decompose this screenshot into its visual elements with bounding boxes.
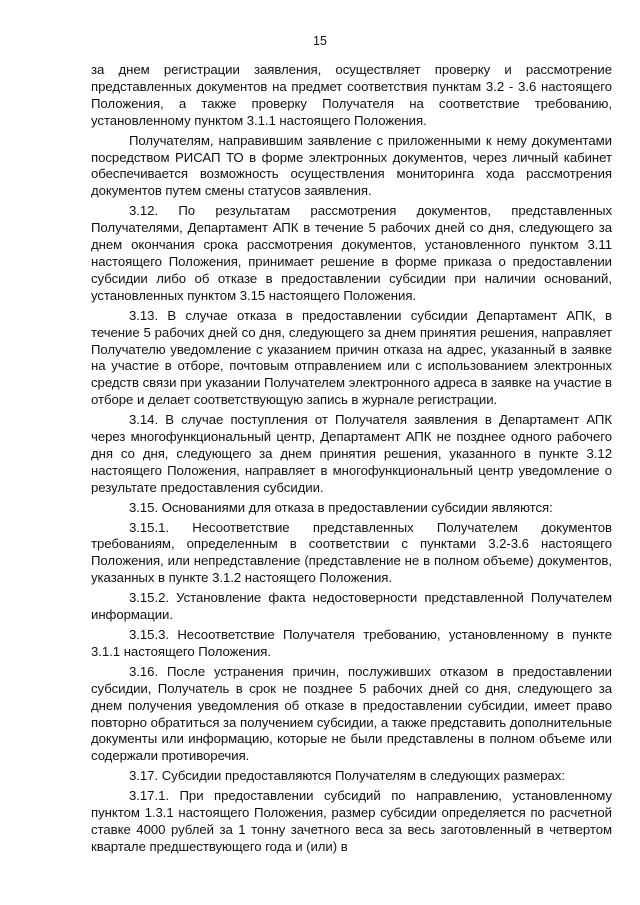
paragraph-3-14: 3.14. В случае поступления от Получателя заявления в Департамент АПК через многофункциональный центр, Департамент АПК не позднее одного рабочего дня со дня, следующего за днем принятия решения, указанного в пункте 3.12 настоящего Положения, направляет в многофункциональный центр уведомление о результате предоставления субсидии. [91, 412, 612, 495]
paragraph-monitoring: Получателям, направившим заявление с приложенными к нему документами посредством РИСАП ТО в форме электронных документов, через личный кабинет обеспечивается возможность осуществления мониторинга хода рассмотрения документов путем смены статусов заявления. [91, 132, 612, 199]
paragraph-3-12: 3.12. По результатам рассмотрения документов, представленных Получателями, Департамент АПК в течение 5 рабочих дней со дня, следующего за днем окончания срока рассмотрения документов, установленного пунктом 3.11 настоящего Положения, принимает решение в форме приказа о предоставлении субсидии либо об отказе в предоставлении субсидии при наличии оснований, установленных пунктом 3.15 настоящего Положения. [91, 203, 612, 303]
document-body [91, 62, 612, 859]
paragraph-3-17-1: 3.17.1. При предоставлении субсидий по направлению, установленному пунктом 1.3.1 настоящего Положения, размер субсидии определяется по расчетной ставке 4000 рублей за 1 тонну зачетного веса за весь заготовленный в четвертом квартале предшествующего года и (или) в [91, 788, 612, 854]
paragraph-3-17: 3.17. Субсидии предоставляются Получателям в следующих размерах: [129, 768, 565, 784]
page-number: 15 [313, 34, 327, 48]
paragraph-3-15-1: 3.15.1. Несоответствие представленных Получателем документов требованиям, определенным в соответствии с пунктами 3.2-3.6 настоящего Положения, или непредставление (представление не в полном объеме) документов, указанных в пункте 3.1.2 настоящего Положения. [91, 519, 612, 586]
paragraph-3-15-2: 3.15.2. Установление факта недостоверности представленной Получателем информации. [91, 590, 612, 623]
paragraph-3-15-3: 3.15.3. Несоответствие Получателя требованию, установленному в пункте 3.1.1 настоящего Положения. [91, 627, 612, 659]
paragraph-continuation: за днем регистрации заявления, осуществляет проверку и рассмотрение представленных документов на предмет соответствия пунктам 3.2 - 3.6 настоящего Положения, а также проверку Получателя на соответствие требованию, установленному пунктом 3.1.1 настоящего Положения. [91, 62, 612, 128]
paragraph-3-16: 3.16. После устранения причин, послуживших отказом в предоставлении субсидии, Получатель в срок не позднее 5 рабочих дней со дня, следующего за днем получения уведомления об отказе в предоставлении субсидии, имеет право повторно обратиться за получением субсидии, а также представить дополнительные документы или информацию, которые не были представлены в полном объеме или содержали противоречия. [91, 663, 612, 764]
paragraph-3-15: 3.15. Основаниями для отказа в предоставлении субсидии являются: [129, 499, 553, 515]
paragraph-3-13: 3.13. В случае отказа в предоставлении субсидии Департамент АПК, в течение 5 рабочих дней со дня, следующего за днем принятия решения, направляет Получателю уведомление с указанием причин отказа на адрес, указанный в заявке на участие в отборе, почтовым отправлением или с использованием электронных средств связи при указании Получателем электронного адреса в заявке на участие в отборе и делает соответствующую запись в журнале регистрации. [91, 307, 612, 408]
